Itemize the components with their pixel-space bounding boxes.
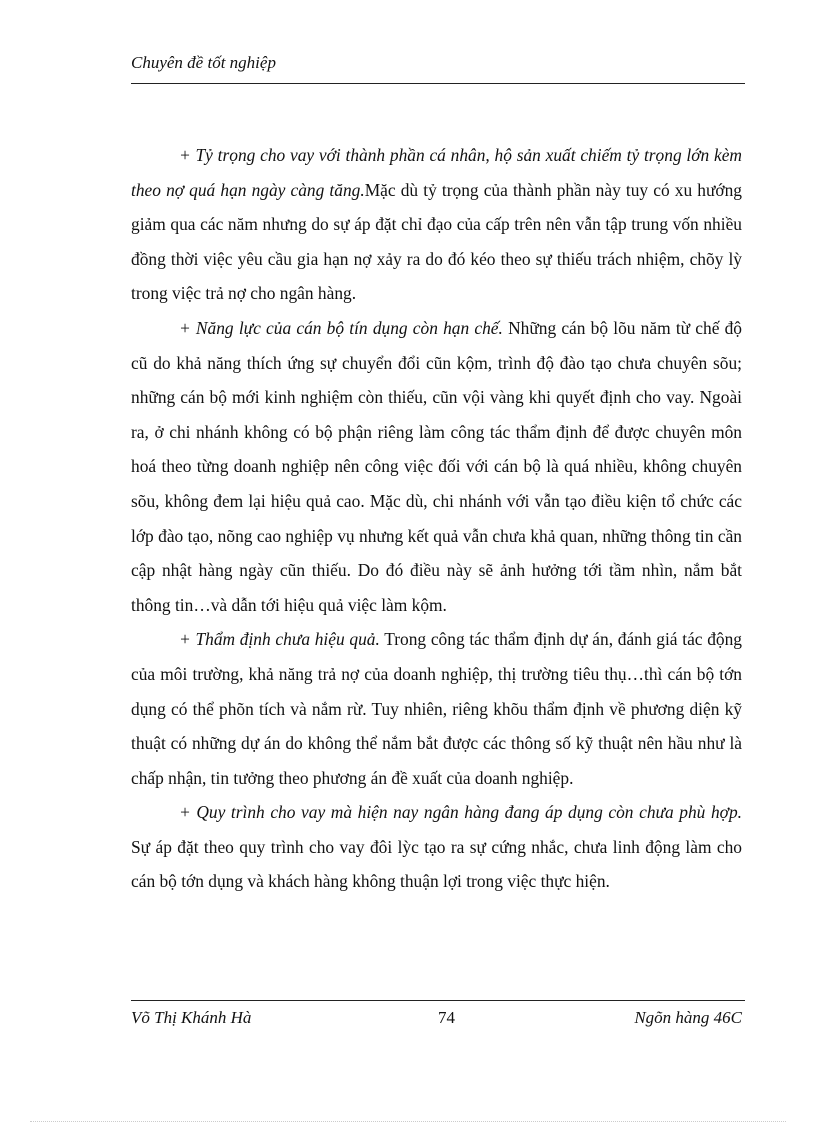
paragraph-1-text: Mặc dù tỷ trọng của thành phần này tuy có xu hướng giảm qua các năm nhưng do sự áp đặt chỉ đạo của cấp trên nên vẫn tập trung vốn nhiều đồng thời việc yêu cầu gia hạn nợ xảy ra do đó kéo theo sự thiếu trách nhiệm, chõy lỳ trong việc trả nợ cho ngân hàng. xyxy=(131,179,742,304)
page-header xyxy=(131,51,745,84)
page-edge-divider xyxy=(30,1121,786,1122)
paragraph-2 xyxy=(131,311,742,622)
paragraph-4-text: Sự áp đặt theo quy trình cho vay đôi lỳc tạo ra sự cứng nhắc, chưa linh động làm cho cán bộ tớn dụng và khách hàng không thuận lợi trong việc thực hiện. xyxy=(131,836,742,892)
header-title: Chuyên đề tốt nghiệp xyxy=(131,53,276,72)
paragraph-3-text: Trong công tác thẩm định dự án, đánh giá tác động của môi trường, khả năng trả nợ của doanh nghiệp, thị trường tiêu thụ…thì cán bộ tớn dụng có thể phõn tích và nắm rừ. Tuy nhiên, riêng khõu thẩm định về phương diện kỹ thuật có những dự án do không thể nắm bắt được các thông số kỹ thuật nên hầu như là chấp nhận, tin tưởng theo phương án đề xuất của doanh nghiệp. xyxy=(131,629,743,788)
paragraph-3 xyxy=(131,622,742,795)
footer-divider xyxy=(131,1000,745,1001)
paragraph-4 xyxy=(131,795,742,899)
footer-page-number: 74 xyxy=(438,1008,455,1027)
body-text xyxy=(131,138,742,899)
paragraph-2-lead: + Năng lực của cán bộ tín dụng còn hạn chế. xyxy=(179,317,503,338)
footer-author: Võ Thị Khánh Hà xyxy=(131,1008,252,1027)
paragraph-1 xyxy=(131,138,742,311)
footer-department: Ngõn hàng 46C xyxy=(634,1008,742,1027)
paragraph-3-lead: + Thẩm định chưa hiệu quả. xyxy=(179,629,380,650)
paragraph-2-text: Những cán bộ lõu năm từ chế độ cũ do khả năng thích ứng sự chuyển đổi cũn kộm, trình độ đào tạo chưa chuyên sõu; những cán bộ mới kinh nghiệm còn thiếu, cũn vội vàng khi quyết định cho vay. Ngoài ra, ở chi nhánh không có bộ phận riêng làm công tác thẩm định để được chuyên môn hoá theo từng doanh nghiệp nên công việc đối với cán bộ là quá nhiều, không chuyên sõu, không đem lại hiệu quả cao. Mặc dù, chi nhánh với vẫn tạo điều kiện tổ chức các lớp đào tạo, nõng cao nghiệp vụ nhưng kết quả vẫn chưa khả quan, những thông tin cần cập nhật hàng ngày cũn thiếu. Do đó điều này sẽ ảnh hưởng tới tầm nhìn, nắm bắt thông tin…và dẫn tới hiệu quả việc làm kộm. xyxy=(131,317,743,615)
paragraph-1-lead: + Tỷ trọng cho vay với thành phần cá nhân, hộ sản xuất chiếm tỷ trọng lớn kèm theo nợ quá hạn ngày càng tăng. xyxy=(131,145,742,200)
paragraph-4-lead: + Quy trình cho vay mà hiện nay ngân hàng đang áp dụng còn chưa phù hợp. xyxy=(179,802,742,823)
